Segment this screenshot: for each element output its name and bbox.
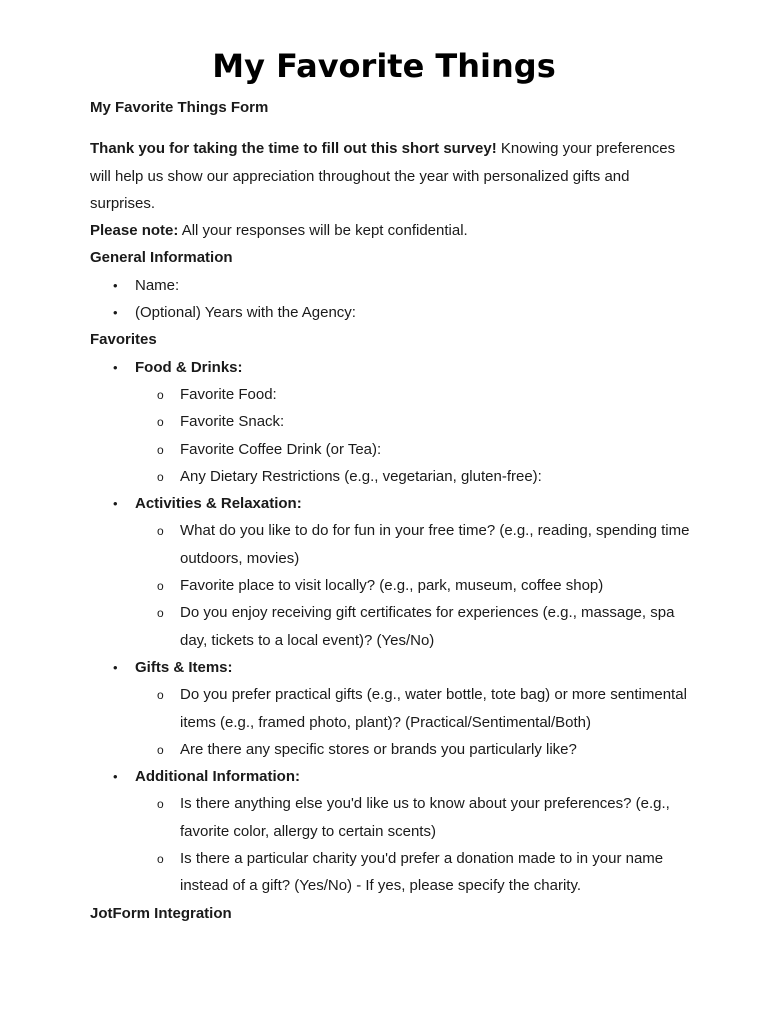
favorites-heading: Favorites (90, 331, 157, 349)
bullet-icon: • (113, 496, 118, 512)
document-title: My Favorite Things (212, 47, 556, 85)
bullet-icon: • (113, 659, 118, 675)
note-paragraph (90, 217, 690, 244)
list-item (135, 599, 690, 654)
sub-list (135, 381, 690, 490)
sub-bullet-icon: o (157, 469, 164, 484)
sub-bullet-icon: o (157, 852, 164, 867)
list-item-text: Do you prefer practical gifts (e.g., water bottle, tote bag) or more sentimental items (e.g., framed photo, plant)? (Practical/Sentimental/Both) (180, 686, 687, 731)
sub-bullet-icon: o (157, 797, 164, 812)
sub-bullet-icon: o (157, 524, 164, 539)
list-item (135, 845, 690, 900)
list-item (90, 299, 690, 326)
list-item (135, 381, 690, 408)
sub-bullet-icon: o (157, 415, 164, 430)
sub-bullet-icon: o (157, 387, 164, 402)
section-label: Activities & Relaxation: (135, 495, 302, 513)
section-label: Additional Information: (135, 768, 300, 786)
note-text: All your responses will be kept confidential. (178, 222, 468, 240)
list-item-text: Favorite Snack: (180, 413, 285, 431)
bullet-icon: • (113, 277, 118, 293)
sub-list (135, 790, 690, 899)
sub-list (135, 681, 690, 763)
list-item-text: Favorite Food: (180, 385, 277, 403)
general-info-heading: General Information (90, 249, 233, 267)
list-item-text: Favorite place to visit locally? (e.g., park, museum, coffee shop) (180, 577, 604, 595)
list-item-text: Is there anything else you'd like us to know about your preferences? (e.g., favorite color, allergy to certain scents) (180, 795, 670, 840)
list-item (90, 272, 690, 299)
list-item (135, 790, 690, 845)
intro-text: Knowing your preferences will help us show our appreciation throughout the year with personalized gifts and surprises. (90, 140, 676, 212)
list-item-text: Favorite Coffee Drink (or Tea): (180, 440, 382, 458)
list-item (135, 681, 690, 736)
list-item-text: Are there any specific stores or brands you particularly like? (180, 740, 577, 758)
sub-bullet-icon: o (157, 442, 164, 457)
sub-bullet-icon: o (157, 742, 164, 757)
list-item (135, 736, 690, 763)
list-item (135, 408, 690, 435)
section-gifts-items (90, 654, 690, 763)
list-item-text: (Optional) Years with the Agency: (135, 304, 356, 322)
section-activities-relaxation (90, 490, 690, 654)
list-item (135, 436, 690, 463)
favorites-list (90, 354, 690, 900)
list-item (135, 463, 690, 490)
bullet-icon: • (113, 305, 118, 321)
intro-paragraph (90, 135, 690, 217)
list-item-text: Do you enjoy receiving gift certificates for experiences (e.g., massage, spa day, tickets to a local event)? (Yes/No) (180, 604, 675, 649)
list-item (135, 572, 690, 599)
section-label: Food & Drinks: (135, 358, 243, 376)
section-label: Gifts & Items: (135, 658, 233, 676)
sub-bullet-icon: o (157, 579, 164, 594)
list-item (135, 517, 690, 572)
list-item-text: Is there a particular charity you'd prefer a donation made to in your name instead of a gift? (Yes/No) - If yes, please specify the charity. (180, 850, 664, 895)
section-additional-information (90, 763, 690, 899)
sub-list (135, 517, 690, 653)
bullet-icon: • (113, 359, 118, 375)
general-info-list (90, 272, 690, 327)
section-food-drinks (90, 354, 690, 490)
intro-bold-text: Thank you for taking the time to fill out this short survey! (90, 140, 497, 158)
bullet-icon: • (113, 769, 118, 785)
sub-bullet-icon: o (157, 688, 164, 703)
form-name: My Favorite Things Form (90, 99, 269, 116)
note-label: Please note: (90, 222, 179, 240)
document-body (90, 94, 690, 927)
list-item-text: Any Dietary Restrictions (e.g., vegetarian, gluten-free): (180, 467, 542, 485)
sub-bullet-icon: o (157, 606, 164, 621)
integration-heading: JotForm Integration (90, 904, 232, 922)
list-item-text: What do you like to do for fun in your free time? (e.g., reading, spending time outdoors, movies) (180, 522, 690, 567)
list-item-text: Name: (135, 276, 180, 294)
